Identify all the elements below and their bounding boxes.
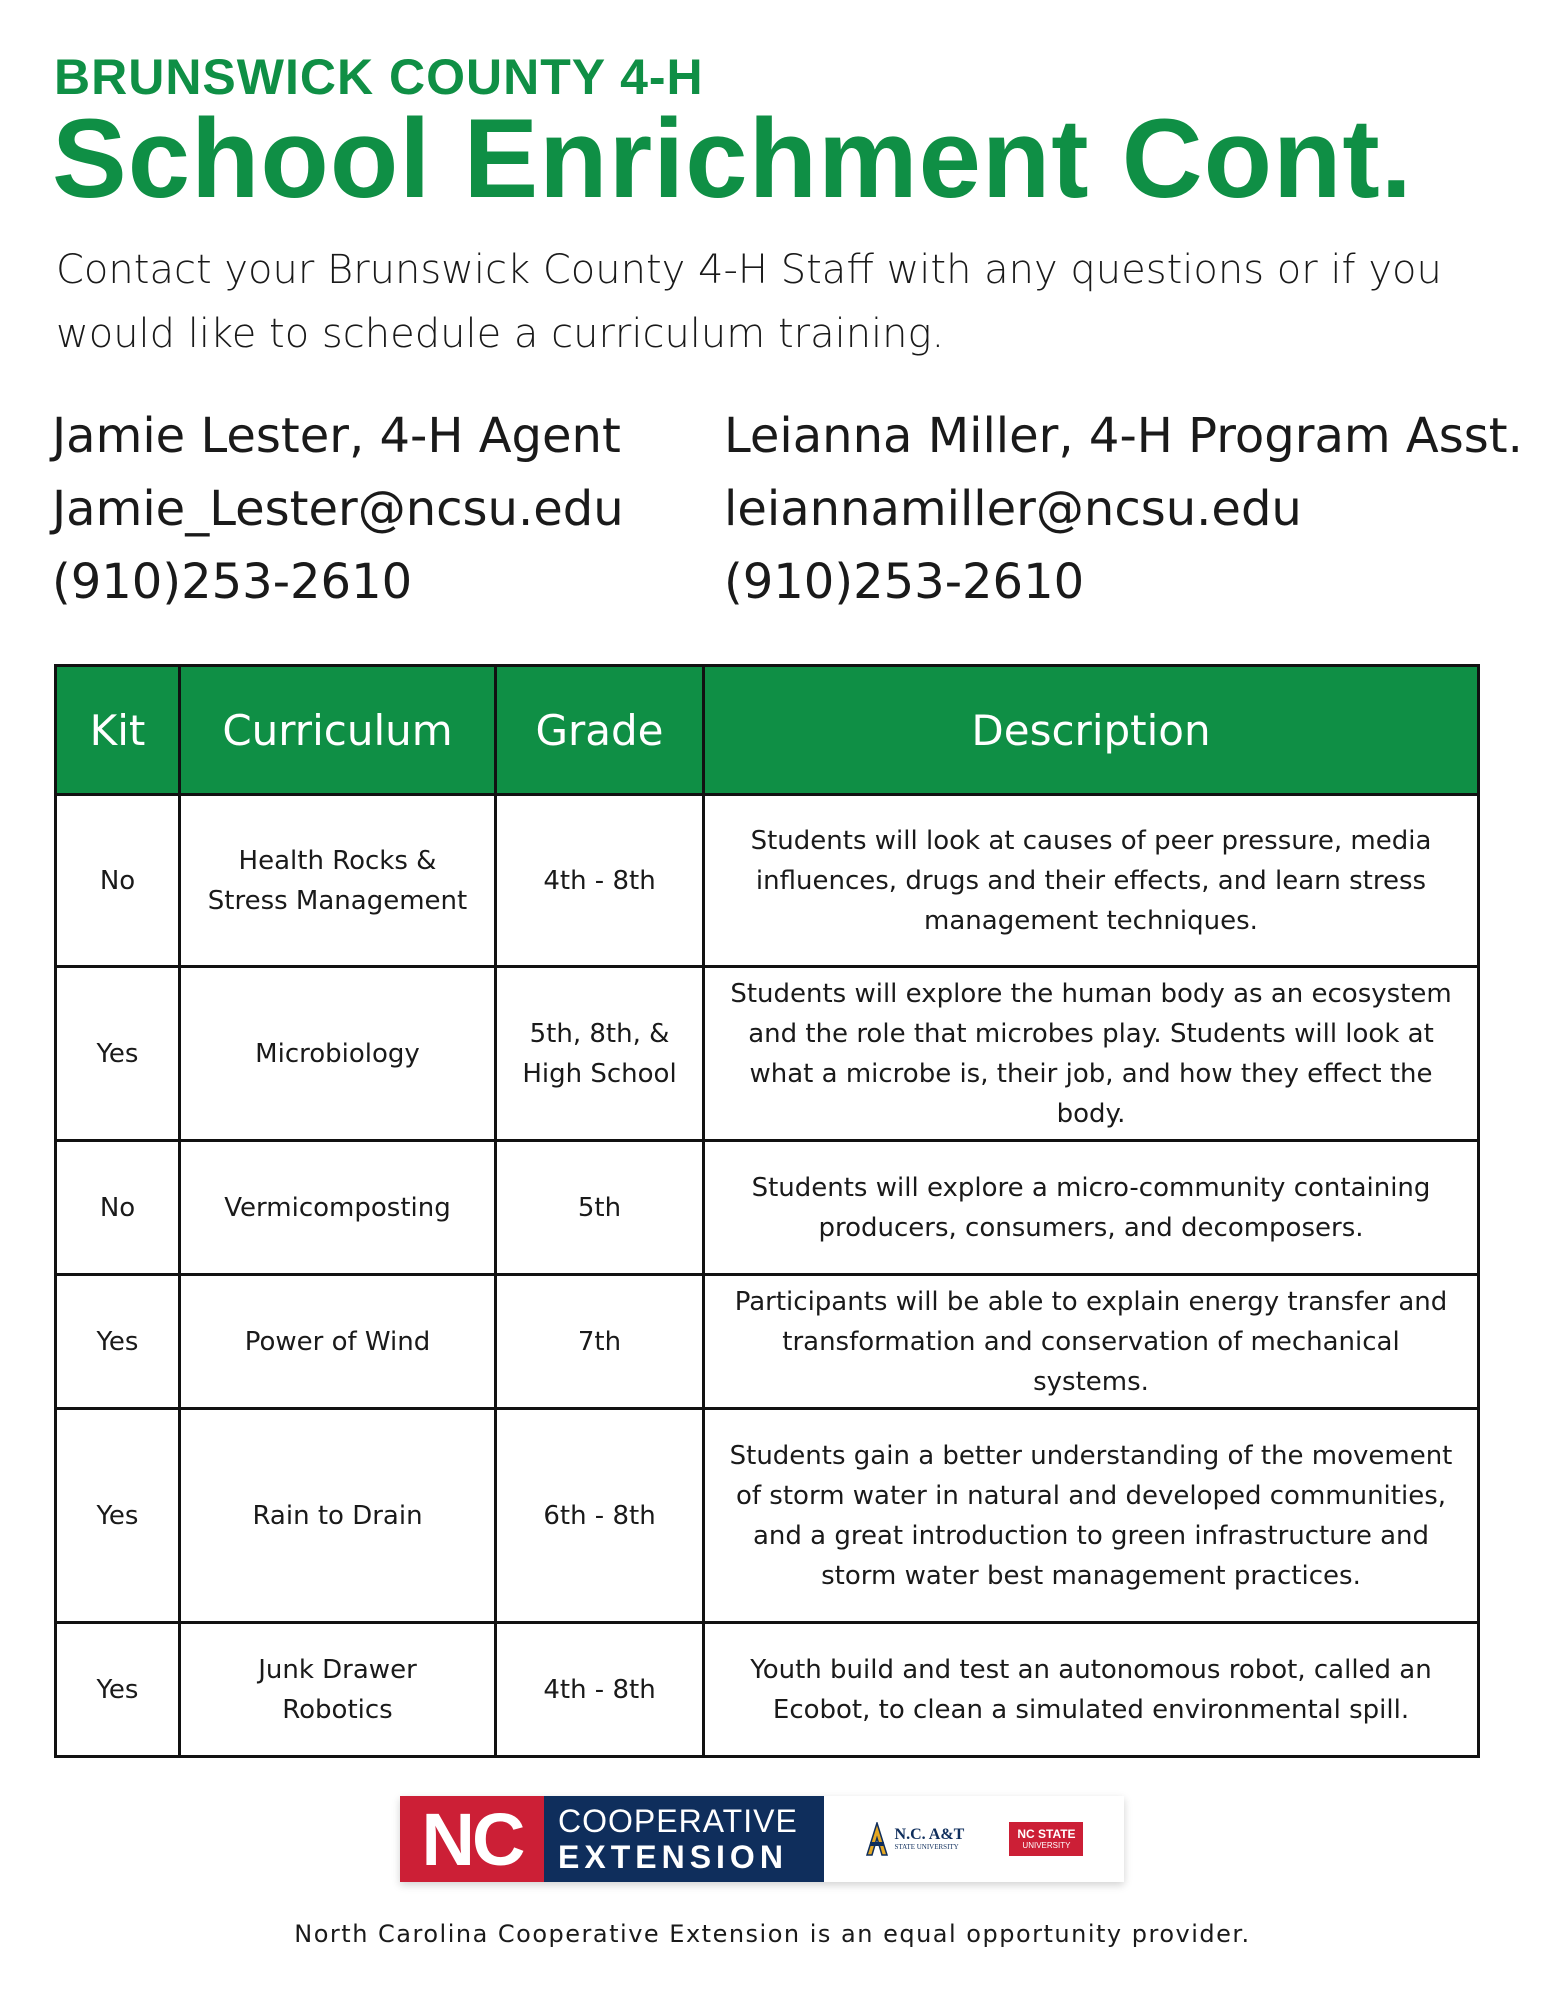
contact-name: Jamie Lester, 4-H Agent [52, 408, 621, 464]
grade-cell: 4th - 8th [496, 1623, 704, 1757]
contact-name: Leianna Miller, 4-H Program Asst. [724, 408, 1523, 464]
curriculum-cell: Rain to Drain [180, 1409, 496, 1623]
table-row [56, 1141, 1479, 1275]
ncat-sub: STATE UNIVERSITY [894, 1843, 959, 1851]
table-header-row [56, 666, 1479, 795]
contact-leianna [724, 400, 1523, 619]
aggie-icon [865, 1822, 889, 1856]
coop-line2: EXTENSION [558, 1839, 788, 1875]
table-row [56, 1623, 1479, 1757]
partner-logos [400, 1796, 1124, 1882]
contact-jamie [52, 400, 624, 619]
header-description: Description [704, 666, 1479, 795]
description-cell: Students will explore a micro-community containing producers, consumers, and decomposers. [704, 1141, 1479, 1275]
header-kit: Kit [56, 666, 180, 795]
contact-phone[interactable]: (910)253-2610 [52, 554, 413, 610]
kit-cell: Yes [56, 1623, 180, 1757]
ncstate-sub: UNIVERSITY [1022, 1840, 1071, 1850]
cooperative-extension-logo [544, 1796, 824, 1882]
org-kicker: BRUNSWICK COUNTY 4-H [54, 49, 704, 105]
page-title: School Enrichment Cont. [52, 96, 1413, 221]
curriculum-cell: Vermicomposting [180, 1141, 496, 1275]
kit-cell: No [56, 795, 180, 967]
kit-cell: Yes [56, 1275, 180, 1409]
grade-cell: 4th - 8th [496, 795, 704, 967]
header-curriculum: Curriculum [180, 666, 496, 795]
intro-text: Contact your Brunswick County 4-H Staff with any questions or if you would like to schedule a curriculum training. [56, 247, 1442, 357]
kit-cell: No [56, 1141, 180, 1275]
contact-email[interactable]: Jamie_Lester@ncsu.edu [52, 481, 624, 537]
kit-cell: Yes [56, 967, 180, 1141]
curriculum-cell: Health Rocks & Stress Management [180, 795, 496, 967]
curriculum-cell: Microbiology [180, 967, 496, 1141]
coop-line1: COOPERATIVE [558, 1803, 798, 1839]
grade-cell: 7th [496, 1275, 704, 1409]
header-grade: Grade [496, 666, 704, 795]
ncstate-name: NC STATE [1017, 1826, 1076, 1841]
curriculum-table [54, 664, 1480, 1758]
grade-cell: 6th - 8th [496, 1409, 704, 1623]
grade-cell: 5th, 8th, & High School [496, 967, 704, 1141]
grade-cell: 5th [496, 1141, 704, 1275]
nc-logo: NC [400, 1796, 544, 1882]
description-cell: Students will explore the human body as an ecosystem and the role that microbes play. Students will look at what a microbe is, their job, and how they effect the body. [704, 967, 1479, 1141]
description-cell: Students gain a better understanding of the movement of storm water in natural and developed communities, and a great introduction to green infrastructure and storm water best management practices. [704, 1409, 1479, 1623]
table-row [56, 795, 1479, 967]
description-cell: Students will look at causes of peer pressure, media influences, drugs and their effects, and learn stress management techniques. [704, 795, 1479, 967]
kit-cell: Yes [56, 1409, 180, 1623]
ncat-name: N.C. A&T [894, 1826, 965, 1843]
table-row [56, 967, 1479, 1141]
ncat-logo [865, 1822, 965, 1856]
description-cell: Youth build and test an autonomous robot, called an Ecobot, to clean a simulated environmental spill. [704, 1623, 1479, 1757]
footer-disclaimer: North Carolina Cooperative Extension is an equal opportunity provider. [294, 1920, 1251, 1948]
university-logos [824, 1796, 1124, 1882]
table-row [56, 1409, 1479, 1623]
curriculum-cell: Power of Wind [180, 1275, 496, 1409]
contact-phone[interactable]: (910)253-2610 [724, 554, 1085, 610]
contact-email[interactable]: leiannamiller@ncsu.edu [724, 481, 1302, 537]
ncstate-logo [1009, 1822, 1083, 1856]
description-cell: Participants will be able to explain energy transfer and transformation and conservation of mechanical systems. [704, 1275, 1479, 1409]
curriculum-cell: Junk Drawer Robotics [180, 1623, 496, 1757]
table-row [56, 1275, 1479, 1409]
